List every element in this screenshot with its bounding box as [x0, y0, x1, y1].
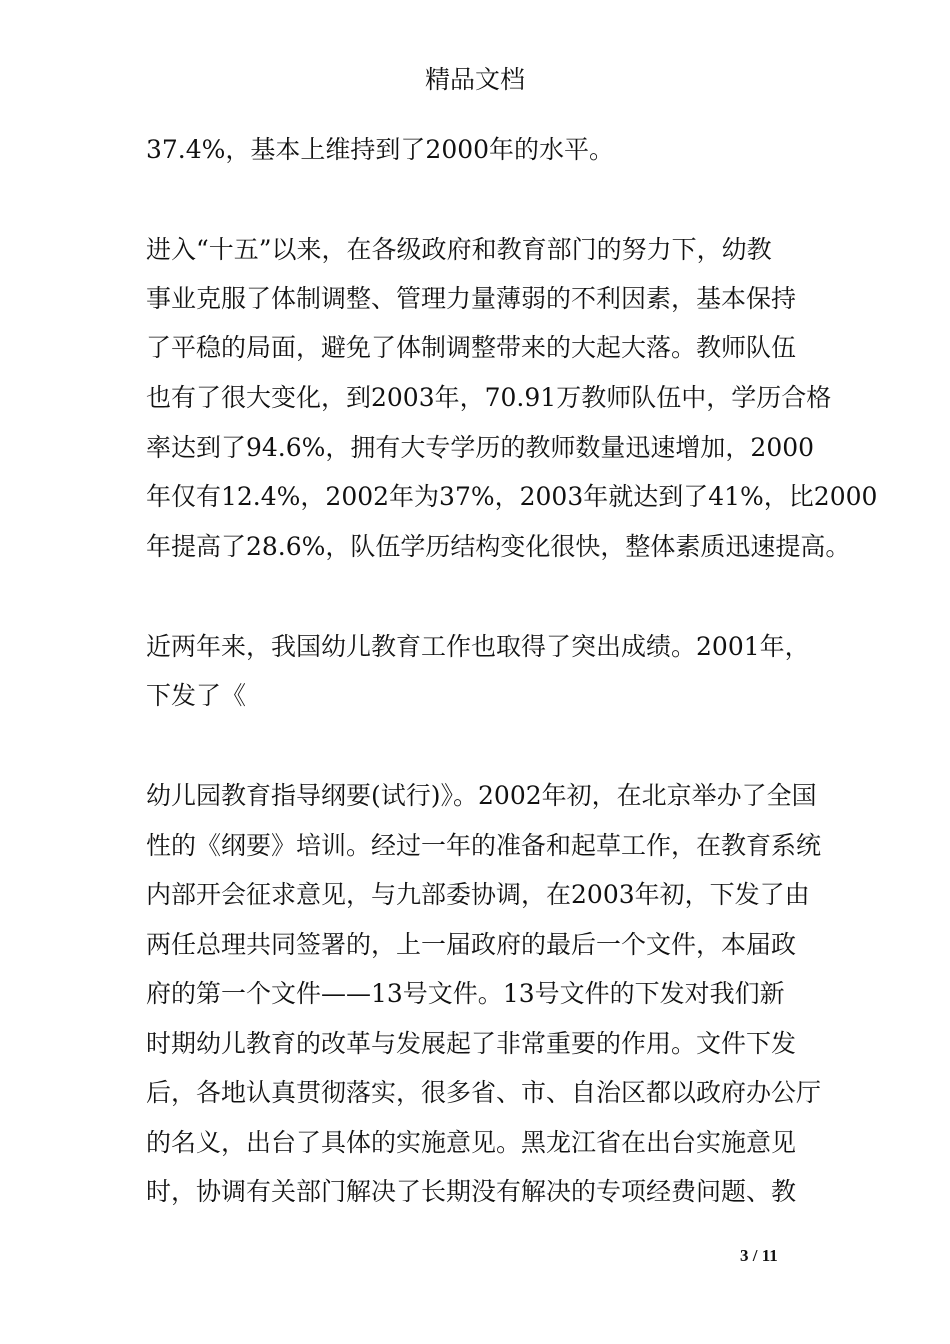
text-line: 内部开会征求意见，与九部委协调，在2003年初，下发了由	[146, 880, 810, 909]
text-line: 时期幼儿教育的改革与发展起了非常重要的作用。文件下发	[146, 1029, 797, 1058]
text-line: 了平稳的局面，避免了体制调整带来的大起大落。教师队伍	[146, 333, 797, 362]
text-line: 年提高了28.6%，队伍学历结构变化很快，整体素质迅速提高。	[146, 532, 851, 561]
text-line: 也有了很大变化，到2003年，70.91万教师队伍中，学历合格	[146, 383, 832, 412]
text-line: 下发了《	[146, 681, 247, 710]
text-line: 府的第一个文件——13号文件。13号文件的下发对我们新	[146, 979, 785, 1008]
text-line: 年仅有12.4%，2002年为37%，2003年就达到了41%，比2000	[146, 482, 878, 511]
page-header-title: 精品文档	[424, 65, 525, 94]
text-line: 率达到了94.6%，拥有大专学历的教师数量迅速增加，2000	[146, 433, 815, 462]
text-line: 时，协调有关部门解决了长期没有解决的专项经费问题、教	[146, 1177, 797, 1206]
text-line: 幼儿园教育指导纲要(试行)》。2002年初，在北京举办了全国	[146, 781, 817, 810]
text-line: 事业克服了体制调整、管理力量薄弱的不利因素，基本保持	[146, 284, 797, 313]
text-line: 37.4%，基本上维持到了2000年的水平。	[146, 135, 615, 164]
text-line: 性的《纲要》培训。经过一年的准备和起草工作，在教育系统	[146, 831, 822, 860]
text-line: 后，各地认真贯彻落实，很多省、市、自治区都以政府办公厅	[146, 1078, 822, 1107]
text-line: 近两年来，我国幼儿教育工作也取得了突出成绩。2001年，	[146, 632, 810, 661]
text-line: 的名义，出台了具体的实施意见。黑龙江省在出台实施意见	[146, 1128, 797, 1157]
text-line: 两任总理共同签署的，上一届政府的最后一个文件，本届政	[146, 930, 797, 959]
text-line: 进入“十五”以来，在各级政府和教育部门的努力下，幼教	[146, 235, 772, 264]
page-number: 3 / 11	[740, 1246, 778, 1265]
